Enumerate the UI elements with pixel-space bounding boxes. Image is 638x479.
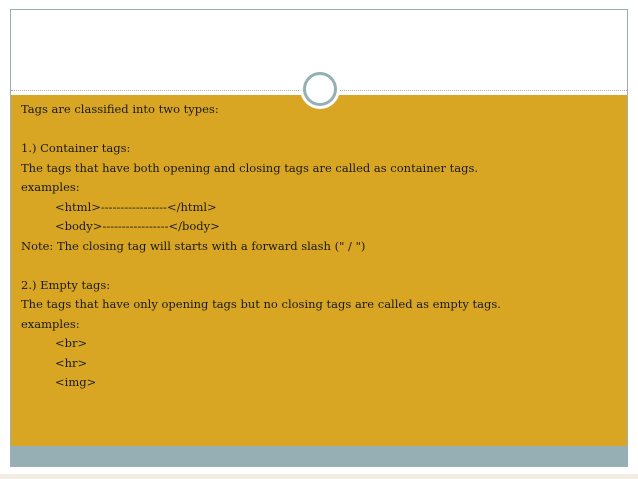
section1-examples-label: examples: (21, 180, 80, 194)
intro-text: Tags are classified into two types: (21, 102, 219, 116)
spacer (21, 256, 627, 276)
section1-example-body: <body>-----------------</body> (55, 219, 220, 233)
section1-definition: The tags that have both opening and closing tags are called as container tags. (21, 160, 478, 175)
spacer (21, 120, 627, 140)
slide-content (11, 95, 627, 446)
section1-note: Note: The closing tag will starts with a forward slash (" / ") (21, 238, 366, 253)
section1-example-html: <html>-----------------</html> (55, 199, 217, 214)
section2-example-hr: <hr> (55, 355, 88, 370)
bottom-strip (0, 474, 638, 479)
circle-ornament-icon (303, 72, 337, 106)
footer-bar (11, 446, 627, 467)
section1-heading: 1.) Container tags: (21, 141, 131, 155)
section2-example-br: <br> (55, 336, 88, 350)
section2-example-img: <img> (55, 375, 97, 389)
slide (10, 9, 628, 467)
section2-heading: 2.) Empty tags: (21, 277, 111, 292)
section2-examples-label: examples: (21, 316, 80, 331)
section2-definition: The tags that have only opening tags but no closing tags are called as empty tags. (21, 297, 501, 311)
